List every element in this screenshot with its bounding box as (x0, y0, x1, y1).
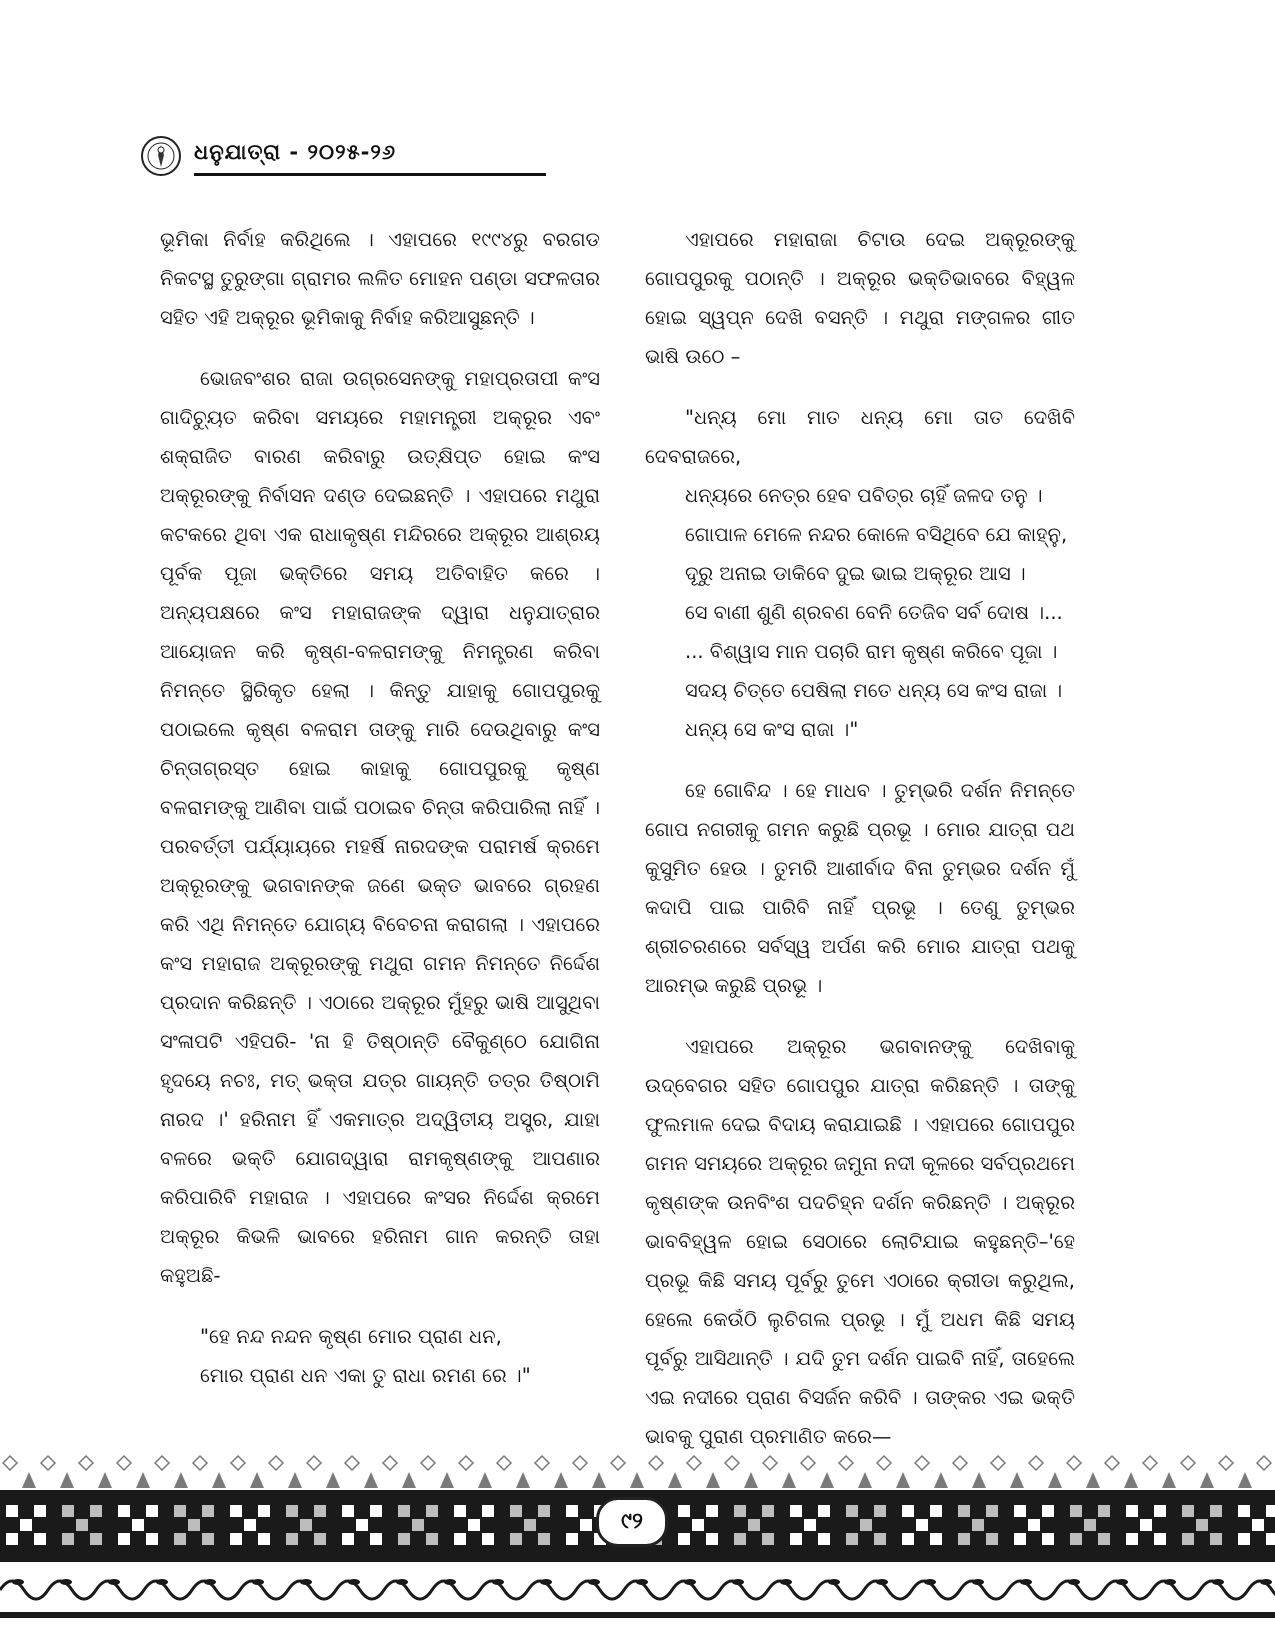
border-rule (0, 1558, 1275, 1562)
decorative-footer-border (0, 1450, 1275, 1650)
right-verse (645, 398, 1075, 749)
right-paragraph-2: ହେ ଗୋବିନ୍ଦ । ହେ ମାଧବ । ତୁମ୍ଭରି ଦର୍ଶନ ନିମନ୍ତେ ଗୋପ ନଗରୀକୁ ଗମନ କରୁଛି ପ୍ରଭୂ । ମୋର ଯାତ୍ରା ପଥ କୁସୁମିତ ହେଉ । ତୁମରି ଆଶୀର୍ବାଦ ବିନା ତୁମ୍ଭର ଦର୍ଶନ ମୁଁ କଦାପି ପାଇ ପାରିବି ନାହିଁ ପ୍ରଭୂ । ତେଣୁ ତୁମ୍ଭର ଶ୍ରୀଚରଣରେ ସର୍ବସ୍ୱ ଅର୍ପଣ କରି ମୋର ଯାତ୍ରା ପଥକୁ ଆରମ୍ଭ କରୁଛି ପ୍ରଭୂ । (645, 779, 1075, 997)
left-verse (160, 1317, 600, 1395)
verse-line: ଦୂରୁ ଅନାଇ ଡାକିବେ ଦୁଇ ଭାଇ ଅକ୍ରୂର ଆସ । (685, 562, 1026, 585)
verse-line: ଗୋପାଳ ମେଳେ ନନ୍ଦର କୋଳେ ବସିଥିବେ ଯେ କାହ୍ନୁ, (685, 523, 1068, 546)
page-number: ୯୨ (596, 1497, 668, 1547)
right-column (645, 220, 1075, 1478)
left-paragraph-2: ଭୋଜବଂଶର ରାଜା ଉଗ୍ରସେନଙ୍କୁ ମହାପ୍ରତାପୀ କଂସ ଗାଦିଚ୍ୟୁତ କରିବା ସମୟରେ ମହାମନ୍ତ୍ରୀ ଅକ୍ରୂର ଏବଂ ଶକ୍ରାଜିତ ବାରଣ କରିବାରୁ ଉତ୍କ୍ଷିପ୍ତ ହୋଇ କଂସ ଅକ୍ରୂରଙ୍କୁ ନିର୍ବାସନ ଦଣ୍ଡ ଦେଇଛନ୍ତି । ଏହାପରେ ମଥୁରା କଟକରେ ଥିବା ଏକ ରାଧାକୃଷ୍ଣ ମନ୍ଦିରରେ ଅକ୍ରୂର ଆଶ୍ରୟ ପୂର୍ବକ ପୂଜା ଭକ୍ତିରେ ସମୟ ଅତିବାହିତ କରେ । ଅନ୍ୟପକ୍ଷରେ କଂସ ମହାରାଜଙ୍କ ଦ୍ୱାରା ଧନୁଯାତ୍ରାର ଆୟୋଜନ କରି କୃଷ୍ଣ-ବଳରାମଙ୍କୁ ନିମନ୍ତ୍ରଣ କରିବା ନିମନ୍ତେ ସ୍ଥିରିକୃତ ହେଲା । କିନ୍ତୁ ଯାହାକୁ ଗୋପପୁରକୁ ପଠାଇଲେ କୃଷ୍ଣ ବଳରାମ ତାଙ୍କୁ ମାରି ଦେଉଥିବାରୁ କଂସ ଚିନ୍ତାଗ୍ରସ୍ତ ହୋଇ କାହାକୁ ଗୋପପୁରକୁ କୃଷ୍ଣ ବଳରାମଙ୍କୁ ଆଣିବା ପାଇଁ ପଠାଇବ ଚିନ୍ତା କରିପାରିଲା ନାହିଁ । ପରବର୍ତ୍ତୀ ପର୍ଯ୍ୟାୟରେ ମହର୍ଷି ନାରଦଙ୍କ ପରାମର୍ଷ କ୍ରମେ ଅକ୍ରୂରଙ୍କୁ ଭଗବାନଙ୍କ ଜଣେ ଭକ୍ତ ଭାବରେ ଗ୍ରହଣ କରି ଏଥି ନିମନ୍ତେ ଯୋଗ୍ୟ ବିବେଚନା କରାଗଲା । ଏହାପରେ କଂସ ମହାରାଜ ଅକ୍ରୂରଙ୍କୁ ମଥୁରା ଗମନ ନିମନ୍ତେ ନିର୍ଦ୍ଦେଶ ପ୍ରଦାନ କରିଛନ୍ତି । ଏଠାରେ ଅକ୍ରୂର ମୁଁହରୁ ଭାଷି ଆସୁଥିବା ସଂଳାପଟି ଏହିପରି- 'ନା ହି ତିଷ୍ଠାନ୍ତି ବୈକୁଣ୍ଠେ ଯୋଗିନା ହୃଦୟେ ନଚଃ, ମତ୍ ଭକ୍ତା ଯତ୍ର ଗାୟନ୍ତି ତତ୍ର ତିଷ୍ଠାମି ନାରଦ ।' ହରିନାମ ହିଁ ଏକମାତ୍ର ଅଦ୍ୱିତୀୟ ଅସ୍ତ୍ର, ଯାହା ବଳରେ ଭକ୍ତି ଯୋଗଦ୍ୱାରା ରାମକୃଷ୍ଣଙ୍କୁ ଆପଣାର କରିପାରିବି ମହାରାଜ । ଏହାପରେ କଂସର ନିର୍ଦ୍ଦେଶ କ୍ରମେ ଅକ୍ରୂର କିଭଳି ଭାବରେ ହରିନାମ ଗାନ କରନ୍ତି ତାହା କହୁଅଛି- (160, 367, 600, 1287)
verse-line: ମୋର ପ୍ରାଣ ଧନ ଏକା ତୁ ରାଧା ରମଣ ରେ ।" (200, 1364, 531, 1387)
paisley-wave-row (0, 1579, 1275, 1599)
border-rule (0, 1612, 1275, 1618)
right-paragraph-1: ଏହାପରେ ମହାରାଜା ଚିଟାଉ ଦେଇ ଅକ୍ରୂରଙ୍କୁ ଗୋପପୁରକୁ ପଠାନ୍ତି । ଅକ୍ରୂର ଭକ୍ତିଭାବରେ ବିହ୍ୱଳ ହୋଇ ସ୍ୱପ୍ନ ଦେଖି ବସନ୍ତି । ମଥୁରା ମଙ୍ଗଳର ଗୀତ ଭାଷି ଉଠେ – (645, 228, 1075, 368)
verse-line: ସେ ବାଣୀ ଶୁଣି ଶ୍ରବଣ ବେନି ତେଜିବ ସର୍ବ ଦୋଷ ।... (685, 601, 1063, 624)
left-column (160, 220, 600, 1417)
emblem-seal-icon (140, 135, 182, 177)
header-title: ଧନୁଯାତ୍ରା - ୨୦୨୫-୨୬ (194, 140, 397, 164)
diamond-motif-row (3, 1456, 1275, 1488)
verse-line: ଧନ୍ୟରେ ନେତ୍ର ହେବ ପବିତ୍ର ଚାହିଁ ଜଳଦ ତନୁ । (685, 484, 1043, 507)
left-paragraph-1: ଭୂମିକା ନିର୍ବାହ କରିଥିଲେ । ଏହାପରେ ୧୯୯୪ରୁ ବରଗଡ ନିକଟସ୍ଥ ତୁରୁଙ୍ଗା ଗ୍ରାମର ଲଳିତ ମୋହନ ପଣ୍ଡା ସଫଳତାର ସହିତ ଏହି ଅକ୍ରୂର ଭୂମିକାକୁ ନିର୍ବାହ କରିଆସୁଛନ୍ତି । (160, 228, 600, 329)
verse-line: ସଦୟ ଚିତ୍ତେ ପେଷିଲା ମତେ ଧନ୍ୟ ସେ କଂସ ରାଜା । (685, 679, 1063, 702)
verse-line: "ହେ ନନ୍ଦ ନନ୍ଦନ କୃଷ୍ଣ ମୋର ପ୍ରାଣ ଧନ, (200, 1325, 502, 1348)
verse-opening: "ଧନ୍ୟ ମୋ ମାତ ଧନ୍ୟ ମୋ ତାତ ଦେଖିବି ଦେବରାଜରେ, (645, 406, 1075, 468)
page-header (140, 132, 660, 182)
header-underline (194, 173, 546, 176)
right-paragraph-3: ଏହାପରେ ଅକ୍ରୂର ଭଗବାନଙ୍କୁ ଦେଖିବାକୁ ଉଦ୍‌ବେଗର ସହିତ ଗୋପପୁର ଯାତ୍ରା କରିଛନ୍ତି । ତାଙ୍କୁ ଫୁଲମାଳ ଦେଇ ବିଦାୟ କରାଯାଇଛି । ଏହାପରେ ଗୋପପୁର ଗମନ ସମୟରେ ଅକ୍ରୂର ଜମୁନା ନଦୀ କୂଳରେ ସର୍ବପ୍ରଥମେ କୃଷ୍ଣଙ୍କ ଉନବିଂଶ ପଦଚିହ୍ନ ଦର୍ଶନ କରିଛନ୍ତି । ଅକ୍ରୂର ଭାବବିହ୍ୱଳ ହୋଇ ସେଠାରେ ଲୋଟିଯାଇ କହୁଛନ୍ତି–'ହେ ପ୍ରଭୂ କିଛି ସମୟ ପୂର୍ବରୁ ତୁମେ ଏଠାରେ କ୍ରୀଡା କରୁଥିଲ, ହେଲେ କେଉଁଠି ଲୁଚିଗଲ ପ୍ରଭୂ । ମୁଁ ଅଧମ କିଛି ସମୟ ପୂର୍ବରୁ ଆସିଥାନ୍ତି । ଯଦି ତୁମ ଦର୍ଶନ ପାଇବି ନାହିଁ, ତାହେଲେ ଏଇ ନଦୀରେ ପ୍ରାଣ ବିସର୍ଜନ କରିବି । ତାଙ୍କର ଏଇ ଭକ୍ତି ଭାବକୁ ପୁରାଣ ପ୍ରମାଣିତ କରେ— (645, 1035, 1075, 1448)
verse-line: ଧନ୍ୟ ସେ କଂସ ରାଜା ।" (685, 718, 859, 741)
border-rule (0, 1490, 1275, 1494)
verse-line: ... ବିଶ୍ୱାସ ମାନ ପଚାରି ରାମ କୃଷ୍ଣ କରିବେ ପୂଜା । (685, 640, 1058, 663)
